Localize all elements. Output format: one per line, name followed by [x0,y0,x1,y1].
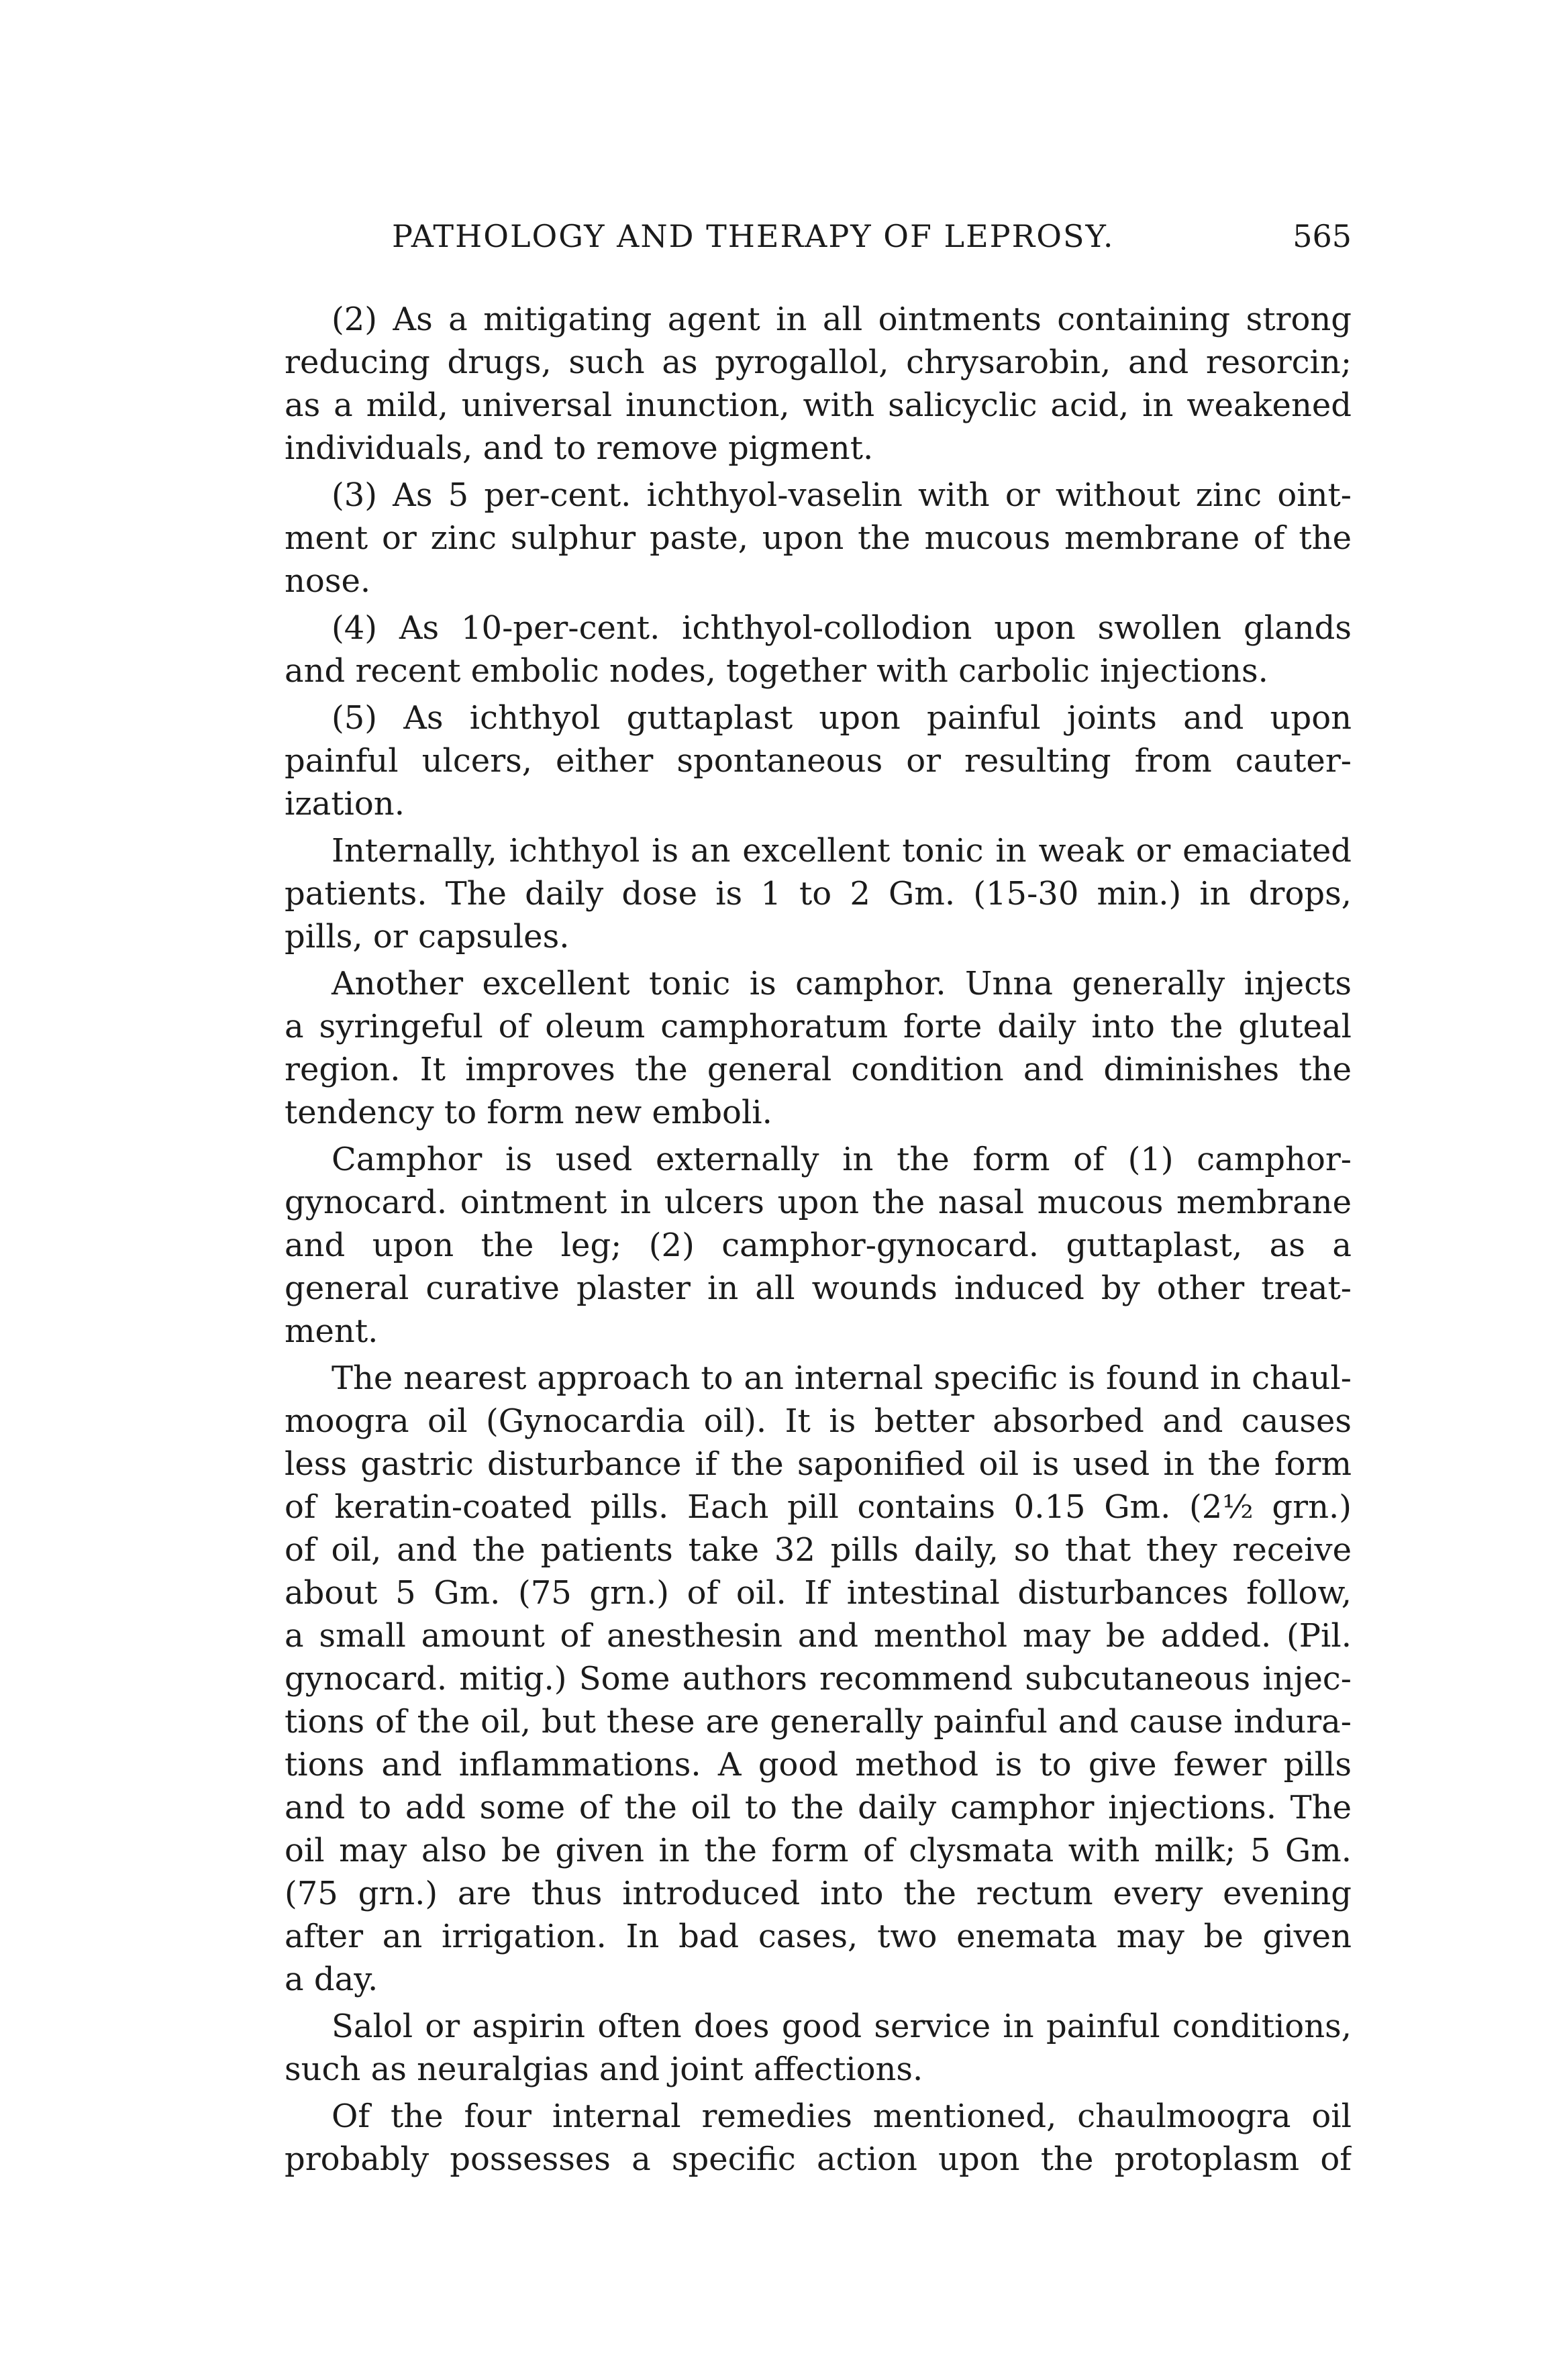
paragraph-10 [285,2095,1352,2181]
text-line: reducing drugs, such as pyrogallol, chrysarobin, and resorcin; [285,344,1352,381]
text-line: (2) As a mitigating agent in all ointments containing strong [332,301,1352,338]
text-line: individuals, and to remove pigment. [285,429,874,467]
text-line: (4) As 10-per-cent. ichthyol-collodion upon swollen glands [332,609,1352,647]
text-line: patients. The daily dose is 1 to 2 Gm. (15-30 min.) in drops, [285,875,1352,913]
text-line: (75 grn.) are thus introduced into the rectum every evening [285,1875,1352,1912]
paragraph-6 [285,962,1352,1134]
body-text [285,298,1352,2181]
text-line: gynocard. ointment in ulcers upon the nasal mucous membrane [285,1184,1352,1221]
paragraph-2 [285,474,1352,603]
text-line: Salol or aspirin often does good service in painful conditions, [332,2008,1352,2045]
text-line: after an irrigation. In bad cases, two enemata may be given [285,1918,1352,1955]
paragraph-7 [285,1138,1352,1353]
text-line: a syringeful of oleum camphoratum forte daily into the gluteal [285,1008,1352,1045]
paragraph-1 [285,298,1352,470]
paragraph-9 [285,2005,1352,2091]
text-line: of keratin-coated pills. Each pill contains 0.15 Gm. (2½ grn.) [285,1488,1352,1526]
running-title: PATHOLOGY AND THERAPY OF LEPROSY. [392,218,1115,254]
text-line: Another excellent tonic is camphor. Unna generally injects [332,965,1352,1002]
text-line: general curative plaster in all wounds induced by other treat- [285,1270,1352,1307]
text-line: Of the four internal remedies mentioned, chaulmoogra oil [332,2098,1352,2135]
text-line: a day. [285,1961,378,1998]
paragraph-5 [285,829,1352,958]
text-line: Internally, ichthyol is an excellent tonic in weak or emaciated [332,832,1352,870]
text-line: painful ulcers, either spontaneous or resulting from cauter- [285,742,1352,780]
text-line: tions and inflammations. A good method is to give fewer pills [285,1746,1352,1783]
text-line: about 5 Gm. (75 grn.) of oil. If intestinal disturbances follow, [285,1574,1352,1612]
page-number: 565 [1293,218,1352,254]
text-line: ment or zinc sulphur paste, upon the mucous membrane of the [285,519,1352,557]
text-line: as a mild, universal inunction, with salicyclic acid, in weakened [285,386,1352,424]
text-line: probably possesses a specific action upon the protoplasm of [285,2140,1352,2178]
text-line: and to add some of the oil to the daily camphor injections. The [285,1789,1352,1826]
text-line: gynocard. mitig.) Some authors recommend subcutaneous injec- [285,1660,1352,1698]
paragraph-4 [285,696,1352,825]
paragraph-8 [285,1357,1352,2001]
text-line: oil may also be given in the form of clysmata with milk; 5 Gm. [285,1832,1352,1869]
text-line: ment. [285,1312,378,1350]
text-line: pills, or capsules. [285,918,570,955]
text-line: The nearest approach to an internal specific is found in chaul- [332,1359,1352,1397]
text-line: such as neuralgias and joint affections. [285,2051,923,2088]
text-line: ization. [285,785,405,823]
text-line: a small amount of anesthesin and menthol may be added. (Pil. [285,1617,1352,1655]
text-line: and upon the leg; (2) camphor-gynocard. guttaplast, as a [285,1227,1352,1264]
running-head [392,218,1352,272]
text-line: tions of the oil, but these are generally painful and cause indura- [285,1703,1352,1741]
text-line: (5) As ichthyol guttaplast upon painful joints and upon [332,699,1352,737]
text-line: of oil, and the patients take 32 pills daily, so that they receive [285,1531,1352,1569]
paragraph-3 [285,607,1352,692]
text-line: region. It improves the general condition and diminishes the [285,1051,1352,1088]
text-line: nose. [285,562,371,600]
text-line: (3) As 5 per-cent. ichthyol-vaselin with or without zinc oint- [332,476,1352,514]
text-line: and recent embolic nodes, together with carbolic injections. [285,652,1268,690]
text-line: Camphor is used externally in the form of (1) camphor- [332,1141,1352,1178]
text-line: tendency to form new emboli. [285,1094,772,1131]
text-line: less gastric disturbance if the saponified oil is used in the form [285,1445,1352,1483]
text-line: moogra oil (Gynocardia oil). It is better absorbed and causes [285,1402,1352,1440]
